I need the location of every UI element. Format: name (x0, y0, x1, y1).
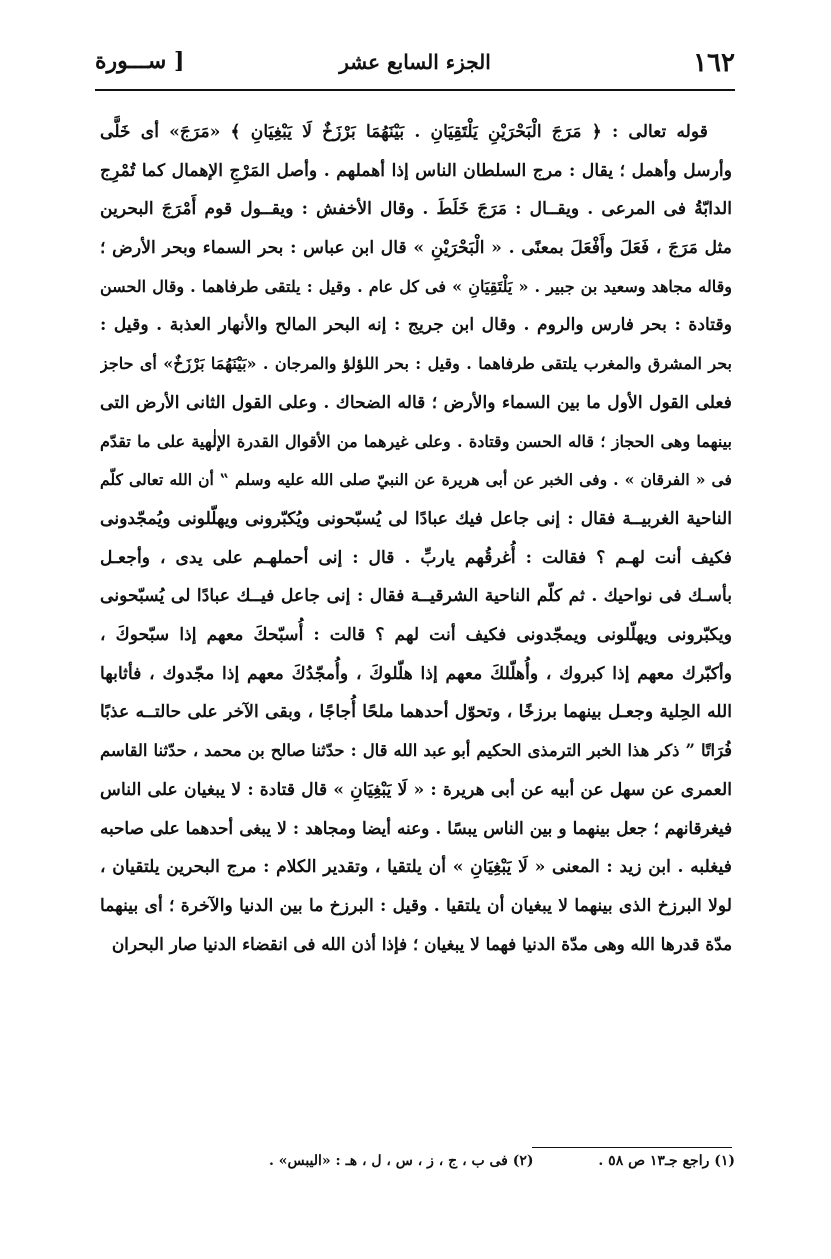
text-line: العمرى عن سهل عن أبيه عن أبى هريرة : « لَا يَبْغِيَانِ » قال قتادة : لا يبغيان على الناس (100, 779, 732, 800)
text-line: الدابّةُ فى المرعى . ويقــال : مَرَجَ خَلَطَ . وقال الأخفش : ويقــول قوم أَمْرَجَ البحرين (100, 199, 732, 220)
text-line: بحر المشرق والمغرب يلتقى طرفاهما . وقيل : بحر اللؤلؤ والمرجان . «بَيْنَهُمَا بَرْزَخٌ» أى حاجز (100, 354, 732, 374)
text-line: فيغرقانهم ؛ جعل بينهما و بين الناس يبسًا . وعنه أيضا ومجاهد : لا يبغى أحدهما على صاحبه (100, 818, 732, 839)
text-line: فى « الفرقان » . وفى الخبر عن أبى هريرة عن النبيّ صلى الله عليه وسلم ‟ أن الله تعالى كلّم (100, 470, 732, 490)
text-line: وأكبّرك معهم إذا كبروك ، وأُهلّلكَ معهم إذا هلّلوكَ ، وأُمجّدُكَ معهم إذا مجّدوك ، فأثابها (100, 663, 732, 684)
text-line: مدّة قدرها الله وهى مدّة الدنيا فهما لا يبغيان ؛ فإذا أذن الله فى انقضاء الدنيا صار البحران (111, 934, 732, 955)
text-line: ويكبّرونى ويهلّلونى ويمجّدونى فكيف أنت لهم ؟ قالت : أُسبّحكَ معهم إذا سبّحوكَ ، (100, 624, 732, 645)
text-line: مثل مَرَجَ ، فَعَلَ وأَفْعَلَ بمعنًى . « الْبَحْرَيْنِ » قال ابن عباس : بحر السماء وبحر الأرض ؛ (100, 238, 732, 259)
text-line: فيغلبه . ابن زيد : المعنى « لَا يَبْغِيَانِ » أن يلتقيا ، وتقدير الكلام : مرج البحرين يلتقيان ، (100, 857, 732, 878)
page-header (95, 44, 735, 86)
text-line: وأرسل وأهمل ؛ يقال : مرج السلطان الناس إذا أهملهم . وأصل المَرْجِ الإهمال كما تُمْرِج (100, 160, 732, 181)
text-line: لولا البرزخ الذى بينهما لا يبغيان أن يلتقيا . وقيل : البرزخ ما بين الدنيا والآخرة ؛ أى بينهما (100, 895, 732, 916)
text-line: قوله تعالى : ﴿ مَرَجَ الْبَحْرَيْنِ يَلْتَقِيَانِ . بَيْنَهُمَا بَرْزَخٌ لَا يَبْغِيَانِ ﴾ «مَرَجَ» أى خَلَّى (100, 122, 708, 142)
body-text (100, 113, 732, 964)
text-line: بأسـك فى نواحيك . ثم كلّم الناحية الشرقيــة فقال : إنى جاعل فيــك عبادًا لى يُسبّحونى (100, 586, 732, 607)
text-line: وقاله مجاهد وسعيد بن جبير . « يَلْتَقِيَانِ » فى كل عام . وقيل : يلتقى طرفاهما . وقال الحسن (100, 276, 732, 296)
footnote-rule (532, 1147, 732, 1148)
footnotes (170, 1153, 735, 1169)
text-line: الله الحِلية وجعـل بينهما برزخًا ، وتحوّل أحدهما ملحًا أُجاجًا ، وبقى الآخر على حالتــه عذبًا (100, 702, 732, 723)
text-line: فُرَاتًا ” ذكر هذا الخبر الترمذى الحكيم أبو عبد الله قال : حدّثنا صالح بن محمد ، حدّثنا القاسم (100, 741, 732, 760)
running-title: الجزء السابع عشر (339, 50, 491, 74)
footnote-1: (١) راجع جـ١٣ ص ٥٨ . (598, 1153, 735, 1169)
text-line: فعلى القول الأول ما بين السماء والأرض ؛ قاله الضحاك . وعلى القول الثانى الأرض التى (100, 392, 732, 413)
surah-label: [ ســـورة (95, 48, 185, 74)
page-number: ١٦٢ (693, 48, 735, 78)
text-line: بينهما وهى الحجاز ؛ قاله الحسن وقتادة . وعلى غيرهما من الأقوال القدرة الإلٰهية على ما تقدّم (100, 431, 732, 451)
header-rule (95, 89, 735, 91)
footnote-2: (٢) فى ب ، ج ، ز ، س ، ل ، هـ : «اليبس» . (268, 1153, 534, 1169)
text-line: الناحية الغربيــة فقال : إنى جاعل فيك عبادًا لى يُسبّحونى ويُكبّرونى ويهلّلونى ويُمجّدونى (100, 508, 732, 529)
text-line: فكيف أنت لهـم ؟ فقالت : أُغرقُهم ياربِّ . قال : إنى أحملهـم على يدى ، وأجعـل (100, 547, 732, 568)
text-line: وقتادة : بحر فارس والروم . وقال ابن جريج : إنه البحر المالح والأنهار العذبة . وقيل : (100, 315, 732, 336)
